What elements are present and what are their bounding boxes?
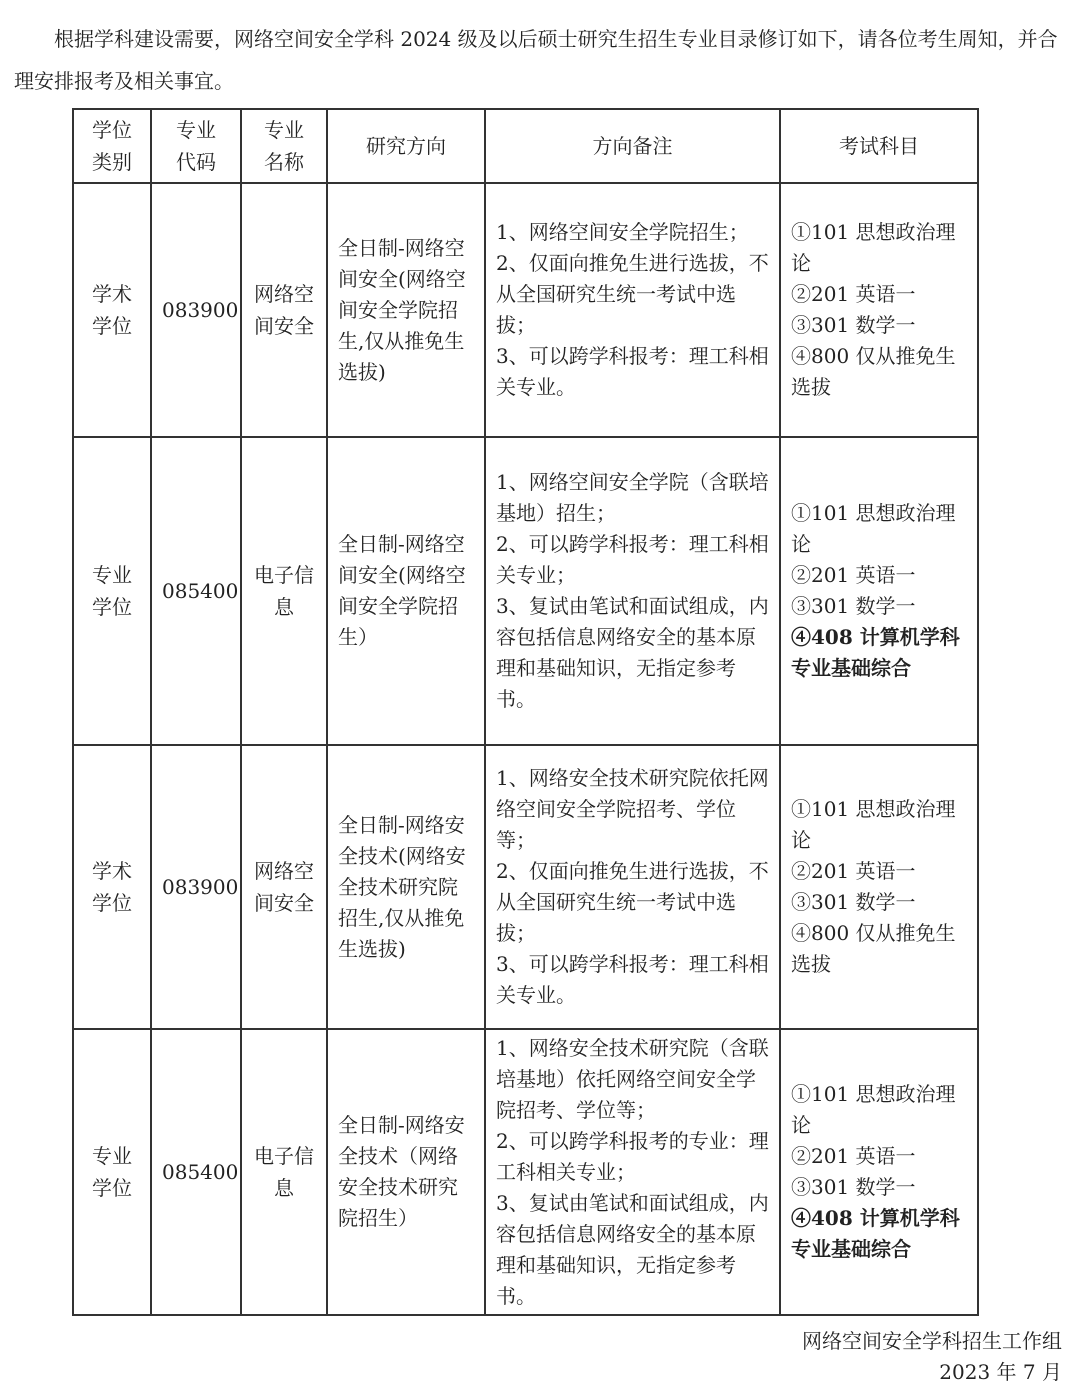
note-line: 2、可以跨学科报考的专业：理工科相关专业； bbox=[496, 1128, 769, 1184]
exam-subject: ④800 仅从推免生选拔 bbox=[791, 921, 956, 976]
note-line: 1、网络空间安全学院招生； bbox=[496, 220, 749, 244]
exam-subject: ④408 计算机学科专业基础综合 bbox=[791, 625, 960, 680]
header-degree-type: 学位类别 bbox=[73, 109, 151, 183]
table-row bbox=[73, 183, 978, 437]
exam-subject: ③301 数学一 bbox=[791, 890, 916, 914]
exam-subject: ①101 思想政治理论 bbox=[791, 1082, 956, 1137]
research-direction-cell: 全日制-网络空间安全(网络空间安全学院招生） bbox=[327, 437, 485, 745]
exam-subject: ②201 英语一 bbox=[791, 859, 916, 883]
research-direction-cell: 全日制-网络安全技术（网络安全技术研究院招生） bbox=[327, 1029, 485, 1315]
table-row bbox=[73, 745, 978, 1029]
note-line: 3、可以跨学科报考：理工科相关专业。 bbox=[496, 952, 769, 1007]
header-major-name: 专业名称 bbox=[241, 109, 327, 183]
research-direction-cell: 全日制-网络空间安全(网络空间安全学院招生,仅从推免生选拔) bbox=[327, 183, 485, 437]
header-major-code: 专业代码 bbox=[151, 109, 241, 183]
major-name-cell: 网络空间安全 bbox=[241, 183, 327, 437]
note-line: 2、可以跨学科报考：理工科相关专业； bbox=[496, 532, 769, 587]
footer-organization: 网络空间安全学科招生工作组 bbox=[802, 1329, 1062, 1353]
exam-subject: ①101 思想政治理论 bbox=[791, 220, 956, 275]
exam-subjects-cell bbox=[780, 183, 978, 437]
table-row bbox=[73, 437, 978, 745]
header-direction-notes: 方向备注 bbox=[485, 109, 780, 183]
footer bbox=[802, 1326, 1062, 1388]
degree-type-cell: 专业学位 bbox=[73, 437, 151, 745]
note-line: 1、网络空间安全学院（含联培基地）招生； bbox=[496, 470, 769, 525]
direction-notes-cell bbox=[485, 1029, 780, 1315]
table-header-row bbox=[73, 109, 978, 183]
exam-subject: ②201 英语一 bbox=[791, 282, 916, 306]
exam-subject: ②201 英语一 bbox=[791, 1144, 916, 1168]
exam-subject: ④800 仅从推免生选拔 bbox=[791, 344, 956, 399]
major-name-cell: 网络空间安全 bbox=[241, 745, 327, 1029]
direction-notes-cell bbox=[485, 183, 780, 437]
major-code-cell: 085400 bbox=[151, 437, 241, 745]
major-code-cell: 083900 bbox=[151, 745, 241, 1029]
note-line: 2、仅面向推免生进行选拔，不从全国研究生统一考试中选拔； bbox=[496, 251, 769, 337]
exam-subject: ②201 英语一 bbox=[791, 563, 916, 587]
exam-subject: ①101 思想政治理论 bbox=[791, 501, 956, 556]
exam-subject: ③301 数学一 bbox=[791, 1175, 916, 1199]
major-code-cell: 085400 bbox=[151, 1029, 241, 1315]
exam-subject: ④408 计算机学科专业基础综合 bbox=[791, 1206, 960, 1261]
exam-subject: ①101 思想政治理论 bbox=[791, 797, 956, 852]
note-line: 1、网络安全技术研究院（含联培基地）依托网络空间安全学院招考、学位等； bbox=[496, 1035, 769, 1122]
direction-notes-cell bbox=[485, 745, 780, 1029]
exam-subject: ③301 数学一 bbox=[791, 594, 916, 618]
research-direction-cell: 全日制-网络安全技术(网络安全技术研究院招生,仅从推免生选拔) bbox=[327, 745, 485, 1029]
exam-subjects-cell bbox=[780, 437, 978, 745]
degree-type-cell: 学术学位 bbox=[73, 745, 151, 1029]
table-body bbox=[73, 183, 978, 1315]
major-name-cell: 电子信息 bbox=[241, 1029, 327, 1315]
major-name-cell: 电子信息 bbox=[241, 437, 327, 745]
exam-subjects-cell bbox=[780, 1029, 978, 1315]
degree-type-cell: 学术学位 bbox=[73, 183, 151, 437]
header-research-direction: 研究方向 bbox=[327, 109, 485, 183]
exam-subject: ③301 数学一 bbox=[791, 313, 916, 337]
direction-notes-cell bbox=[485, 437, 780, 745]
header-exam-subjects: 考试科目 bbox=[780, 109, 978, 183]
note-line: 3、复试由笔试和面试组成，内容包括信息网络安全的基本原理和基础知识，无指定参考书。 bbox=[496, 1190, 769, 1308]
intro-paragraph: 根据学科建设需要，网络空间安全学科 2024 级及以后硕士研究生招生专业目录修订如下，请各位考生周知，并合理安排报考及相关事宜。 bbox=[14, 27, 1058, 93]
table-row bbox=[73, 1029, 978, 1315]
note-line: 3、可以跨学科报考：理工科相关专业。 bbox=[496, 344, 769, 399]
note-line: 2、仅面向推免生进行选拔，不从全国研究生统一考试中选拔； bbox=[496, 859, 769, 945]
footer-date: 2023 年 7 月 bbox=[939, 1360, 1062, 1384]
enrollment-catalog-table bbox=[72, 108, 979, 1316]
major-code-cell: 083900 bbox=[151, 183, 241, 437]
degree-type-cell: 专业学位 bbox=[73, 1029, 151, 1315]
note-line: 1、网络安全技术研究院依托网络空间安全学院招考、学位等； bbox=[496, 766, 769, 852]
exam-subjects-cell bbox=[780, 745, 978, 1029]
note-line: 3、复试由笔试和面试组成，内容包括信息网络安全的基本原理和基础知识，无指定参考书。 bbox=[496, 594, 769, 711]
